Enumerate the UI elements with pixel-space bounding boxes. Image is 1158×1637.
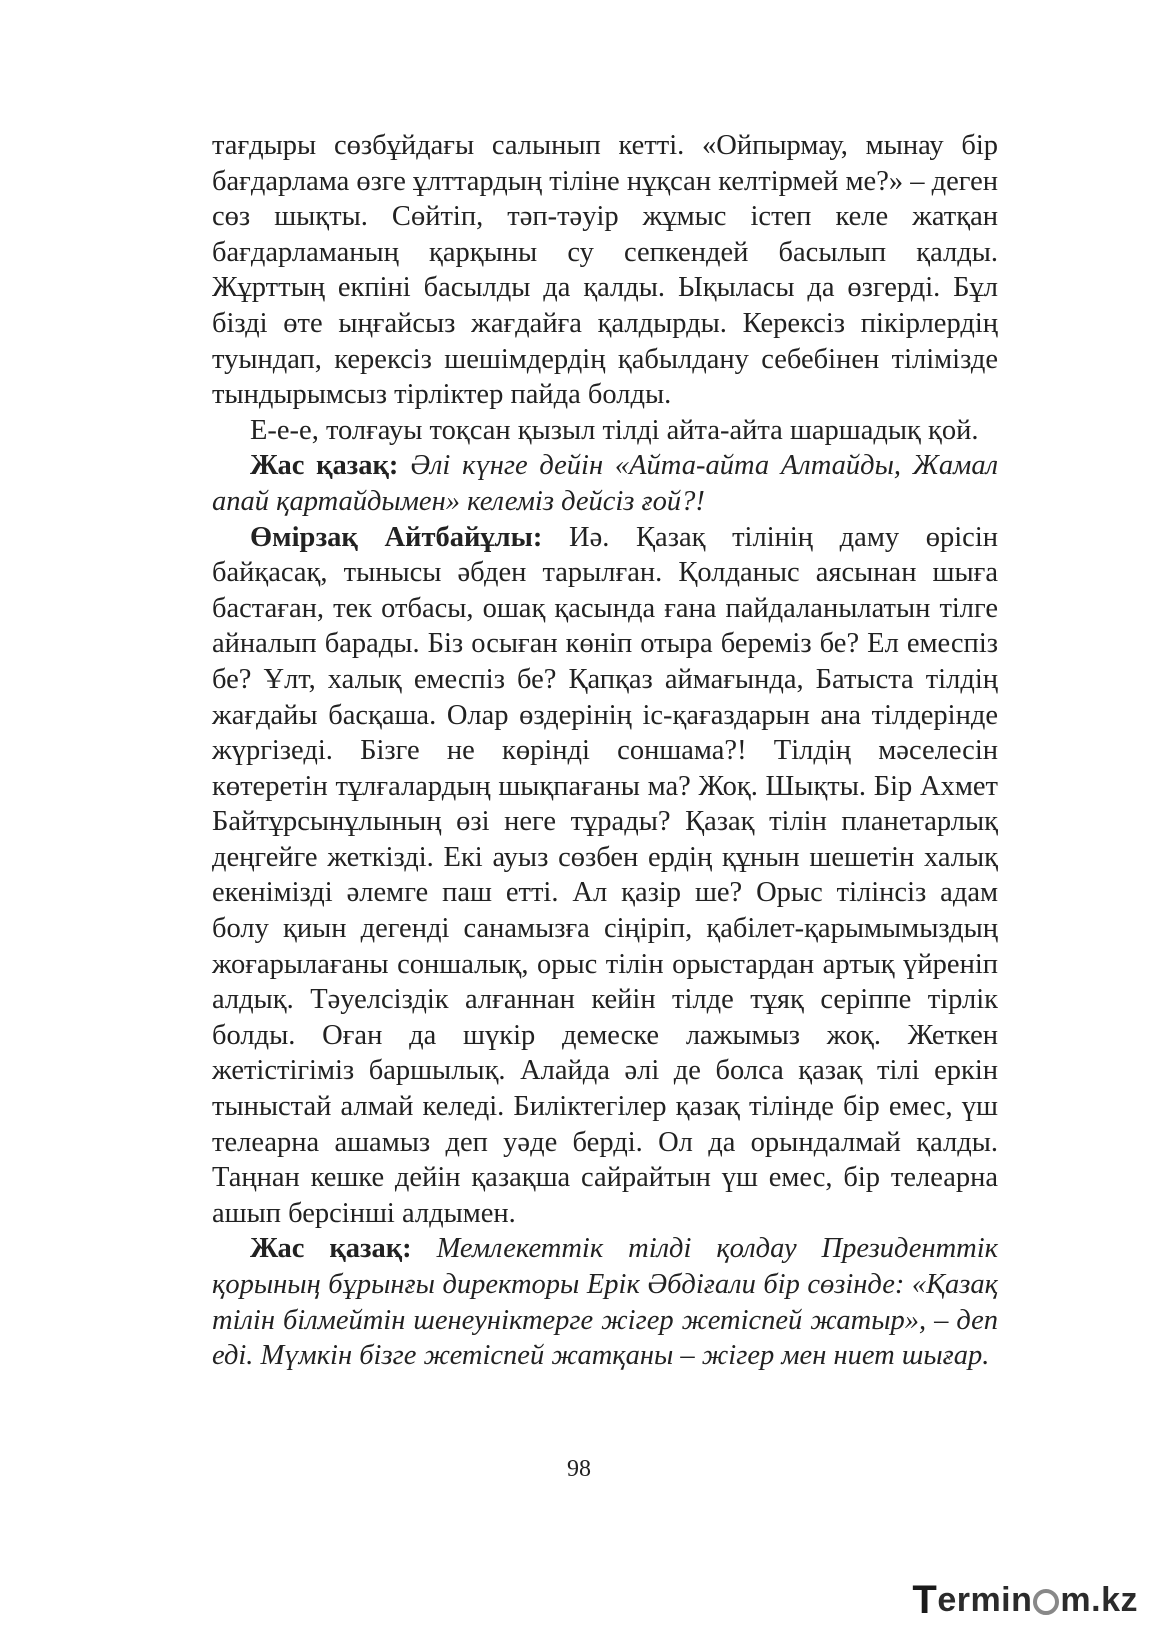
question-text: Мемлекеттік тілді қолдау Президенттік қорының бұрынғы директоры Ерік Әбдіғали бір сөзінде: «Қазақ тілін білмейтін шенеуніктерге жігер жетіспей жатыр», – деп еді. Мүмкін бізге жетіспей жатқаны – жігер мен ниет шығар. — [212, 1233, 998, 1372]
paragraph — [212, 520, 998, 1232]
paragraph — [212, 128, 998, 413]
speaker-name: Жас қазақ: — [250, 450, 411, 482]
question-text: Әлі күнге дейін «Айта-айта Алтайды, Жамал апай қартайдымен» келеміз дейсіз ғой?! — [212, 450, 999, 517]
logo-text-part2: m.kz — [1060, 1580, 1138, 1619]
logo-letter-t: T — [912, 1577, 938, 1622]
speaker-name: Жас қазақ: — [250, 1233, 437, 1265]
paragraph — [212, 1231, 998, 1373]
logo-text-part1: ermin — [937, 1580, 1033, 1619]
body-text: Иә. Қазақ тілінің даму өрісін байқасақ, тынысы әбден тарылған. Қолданыс аясынан шыға бастаған, тек отбасы, ошақ қасында ғана пайдаланылатын тілге айналып барады. Біз осыған көніп отыра береміз бе? Ел емеспіз бе? Ұлт, халық емеспіз бе? Қапқаз аймағында, Батыста тілдің жағдайы басқаша. Олар өздерінің іс-қағаздарын ана тілдерінде жүргізеді. Бізге не көрінді соншама?! Тілдің мәселесін көтеретін тұлғалардың шықпағаны ма? Жоқ. Шықты. Бір Ахмет Байтұрсынұлының өзі неге тұрады? Қазақ тілін планетарлық деңгейге жеткізді. Екі ауыз сөзбен ердің құнын шешетін халық екенімізді әлемге паш етті. Ал қазір ше? Орыс тілінсіз адам болу қиын дегенді санамызға сіңіріп, қабілет-қарымымыздың жоғарылағаны соншалық, орыс тілін орыстардан артық үйреніп алдық. Тәуелсіздік алғаннан кейін тілде тұяқ серіппе тірлік болды. Оған да шүкір демеске лажымыз жоқ. Жеткен жетістігіміз баршылық. Алайда әлі де болса қазақ тілі еркін тыныстай алмай келеді. Биліктегілер қазақ тілінде бір емес, үш телеарна ашамыз деп уәде берді. Ол да орындалмай қалды. Таңнан кешке дейін қазақша сайрайтын үш емес, бір телеарна ашып берсінші алдымен. — [212, 521, 998, 1229]
page-number: 98 — [567, 1456, 591, 1482]
paragraph — [212, 448, 998, 519]
speaker-name: Өмірзақ Айтбайұлы: — [250, 521, 570, 553]
paragraph — [212, 413, 998, 449]
body-text: тағдыры сөзбұйдағы салынып кетті. «Ойпырмау, мынау бір бағдарлама өзге ұлттардың тіліне нұқсан келтірмей ме?» – деген сөз шықты. Сөйтіп, тәп-тәуір жұмыс істеп келе жатқан бағдарламаның қарқыны су сепкендей басылып қалды. Жұрттың екпіні басылды да қалды. Ықыласы да өзгерді. Бұл бізді өте ыңғайсыз жағдайға қалдырды. Керексіз пікірлердің туындап, керексіз шешімдердің қабылдану себебінен тілімізде тындырымсыз тірліктер пайда болды. — [212, 130, 998, 411]
logo-magnifier-icon — [1033, 1589, 1059, 1615]
watermark-logo — [912, 1578, 1138, 1622]
body-text: Е-е-е, толғауы тоқсан қызыл тілді айта-айта шаршадық қой. — [250, 414, 979, 446]
page-body — [212, 128, 998, 1374]
